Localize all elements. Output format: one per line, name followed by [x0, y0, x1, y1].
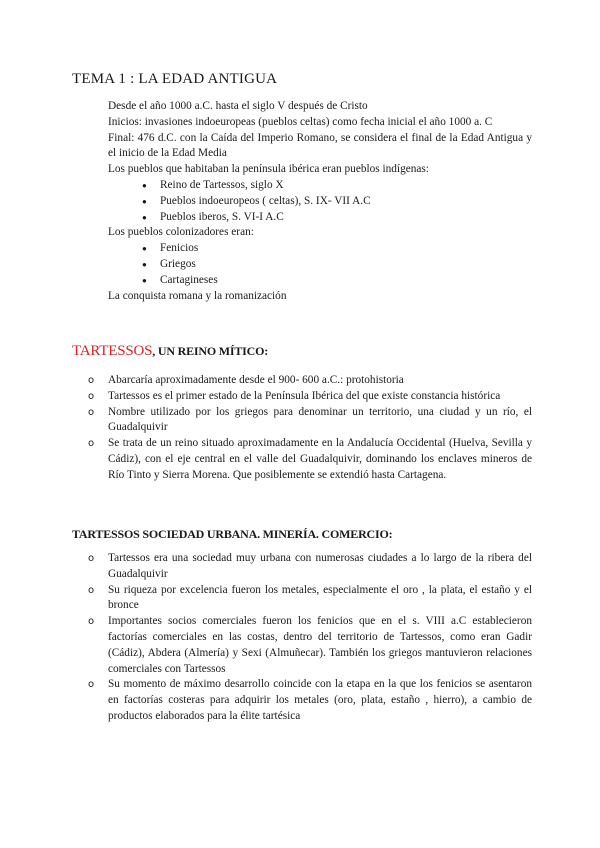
list-item: o Nombre utilizado por los griegos para denominar un territorio, una ciudad y un río, el Guadalquivir [88, 405, 532, 434]
list-item: o Tartessos era una sociedad muy urbana con numerosas ciudades a lo largo de la ribera del Guadalquivir [88, 552, 532, 580]
society-list [88, 551, 532, 725]
list-item: o Su riqueza por excelencia fueron los metales, especialmente el oro , la plata, el estaño y el bronce [88, 583, 532, 612]
bullet-circle-icon: o [88, 679, 95, 691]
colonizers-list [108, 241, 532, 288]
list-item: o Se trata de un reino situado aproximadamente en la Andalucía Occidental (Huelva, Sevilla y Cádiz), con el eje central en el valle del Guadalquivir, dominando los enclaves mineros de Río Tinto y Sierra Morena. Que posiblemente se extendió hasta Cartagena. [88, 437, 532, 481]
bullet-circle-icon: o [88, 584, 95, 596]
colonizers-heading: Los pueblos colonizadores eran: [108, 226, 254, 239]
tartessos-list [88, 373, 532, 484]
bullet-circle-icon: o [88, 553, 95, 564]
list-item: o Abarcaría aproximadamente desde el 900- 600 a.C.: protohistoria [88, 373, 532, 389]
section-heading-tartessos [72, 343, 268, 360]
section-heading-society: TARTESSOS SOCIEDAD URBANA. MINERÍA. COMERCIO: [72, 527, 393, 541]
bullet-circle-icon: o [88, 406, 95, 418]
list-item: ● Pueblos iberos, S. VI-I A.C [142, 210, 532, 226]
intro-line-start: Inicios: invasiones indoeuropeas (pueblos celtas) como fecha inicial el año 1000 a. C [108, 115, 493, 128]
bullet-circle-icon: o [88, 438, 95, 450]
list-item: o Su momento de máximo desarrollo coincide con la etapa en la que los fenicios se asentaron en factorías costeras para adquirir los metales (oro, plata, estaño , hierro), a cambio de productos elaborados para la élite tartésica [88, 678, 532, 722]
intro-line-end: Final: 476 d.C. con la Caída del Imperio Romano, se considera el final de la Edad Antigua y el inicio de la Edad Media [108, 131, 532, 160]
section-heading-red: TARTESSOS [72, 343, 153, 359]
bullet-dot-icon: ● [142, 244, 147, 254]
intro-closing: La conquista romana y la romanización [108, 289, 287, 302]
indigenous-list [108, 178, 532, 225]
list-item: ● Cartagineses [142, 273, 532, 289]
bullet-dot-icon: ● [142, 259, 147, 269]
intro-block [108, 99, 532, 304]
section-heading-rest: , UN REINO MÍTICO: [152, 344, 269, 358]
bullet-dot-icon: ● [142, 180, 147, 190]
intro-line-indigenous: Los pueblos que habitaban la península ibérica eran pueblos indígenas: [108, 163, 429, 176]
bullet-dot-icon: ● [142, 196, 147, 206]
list-item: ● Pueblos indoeuropeos ( celtas), S. IX- VII A.C [142, 194, 532, 210]
bullet-dot-icon: ● [142, 212, 147, 222]
page-title: TEMA 1 : LA EDAD ANTIGUA [72, 71, 278, 87]
list-item: ● Fenicios [142, 241, 532, 257]
list-item: o Tartessos es el primer estado de la Península Ibérica del que existe constancia histórica [88, 389, 532, 405]
list-item: o Importantes socios comerciales fueron los fenicios que en el s. VIII a.C establecieron factorías comerciales en las costas, dentro del territorio de Tartessos, como eran Gadir (Cádiz), Abdera (Almería) y Sexi (Almuñecar). También los griegos mantuvieron relaciones comerciales con Tartessos [88, 615, 532, 675]
list-item: ● Reino de Tartessos, siglo X [142, 178, 532, 194]
bullet-circle-icon: o [88, 390, 95, 402]
list-item: ● Griegos [142, 257, 532, 273]
bullet-circle-icon: o [88, 375, 95, 386]
intro-line-period: Desde el año 1000 a.C. hasta el siglo V después de Cristo [108, 100, 368, 112]
bullet-dot-icon: ● [142, 275, 147, 285]
bullet-circle-icon: o [88, 616, 95, 628]
